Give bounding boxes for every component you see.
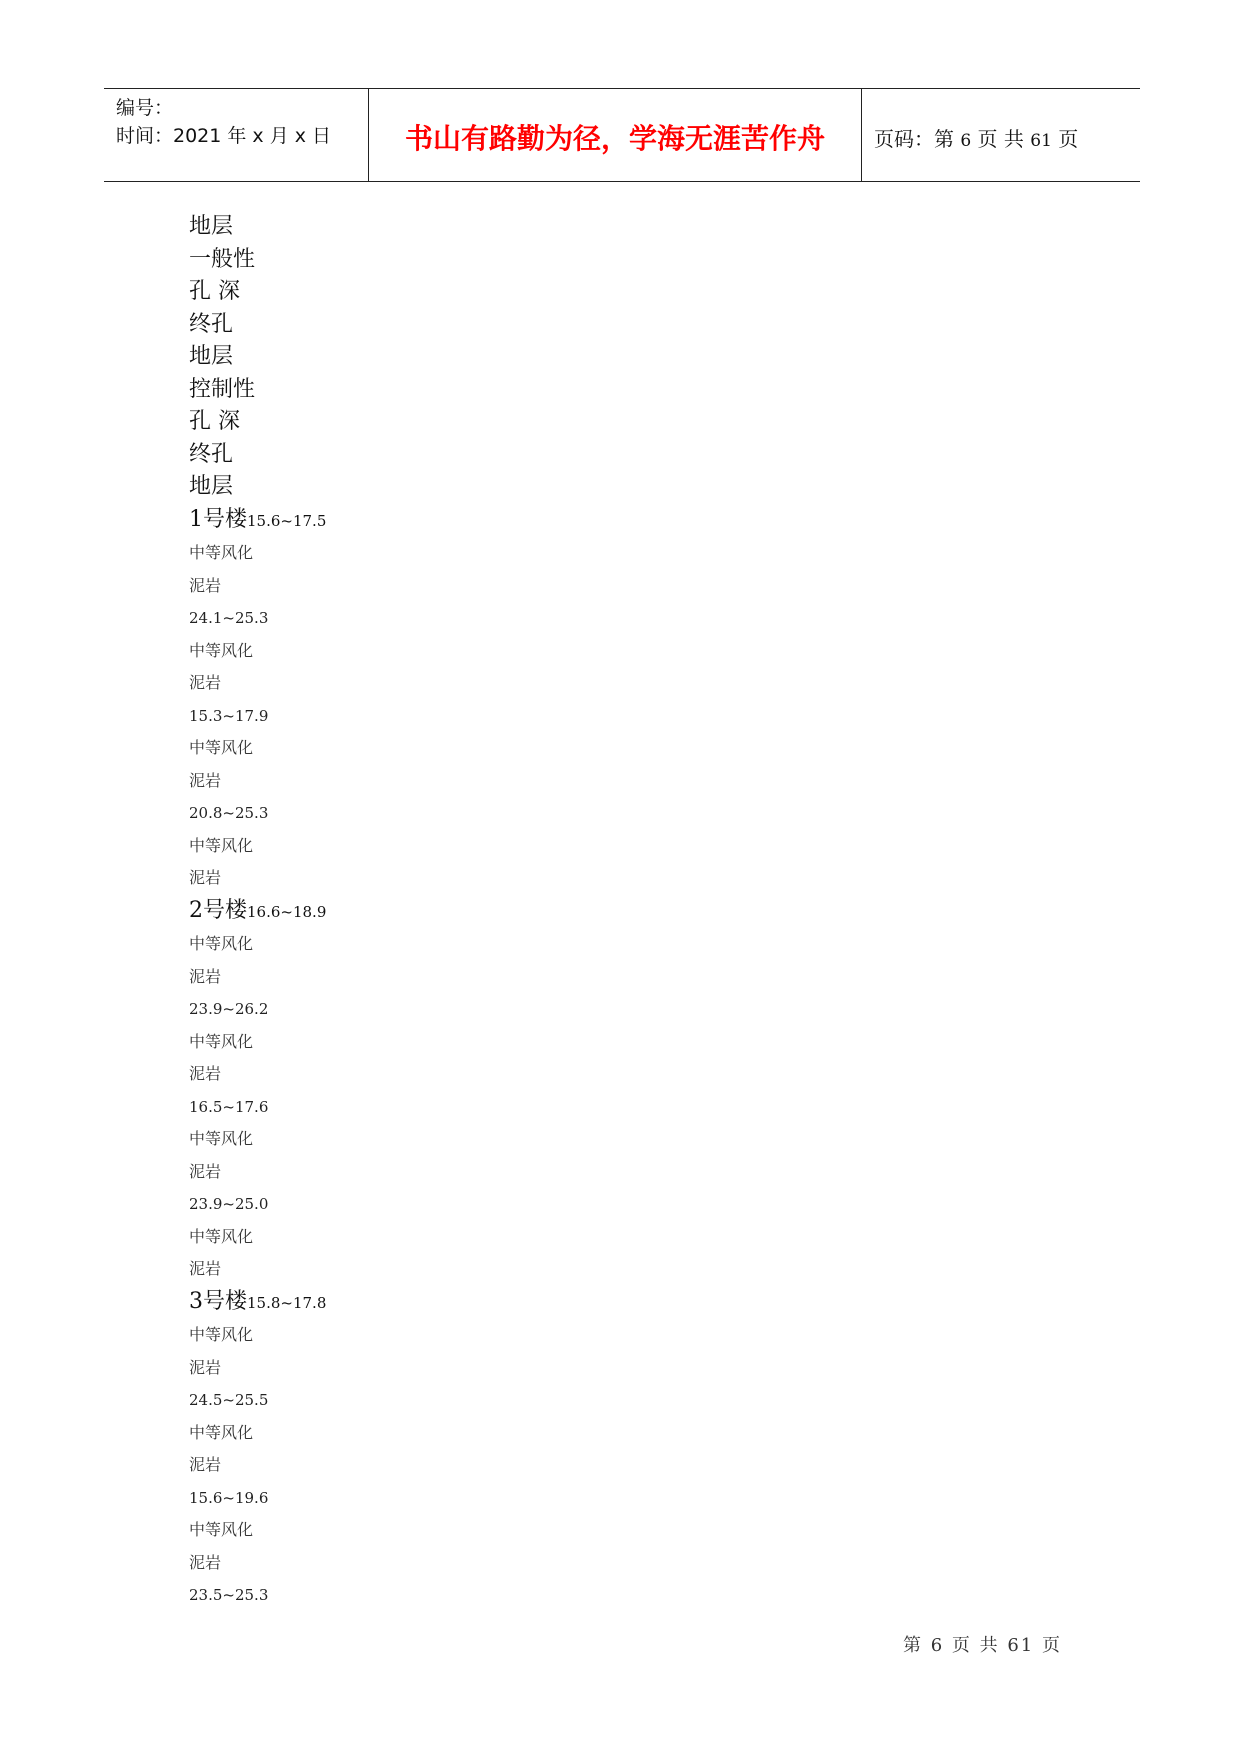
depth-range: 23.9~26.2 [189,1000,269,1018]
depth-range: 16.5~17.6 [189,1097,269,1116]
page-header [104,88,1140,182]
document-body [189,211,989,1612]
building-line [189,895,989,929]
text-line: 中等风化 [189,934,254,953]
time-label: 时间：2021 年 x 月 x 日 [116,125,332,147]
depth-range: 15.6~17.5 [247,511,327,530]
building-line [189,1286,989,1320]
text-line: 泥岩 [189,770,222,790]
depth-range: 23.9~25.0 [189,1195,269,1213]
depth-range: 20.8~25.3 [189,804,269,822]
text-line: 中等风化 [189,738,254,757]
building-label: 3号楼 [189,1288,247,1314]
text-line: 泥岩 [189,868,222,887]
text-line: 地层 [189,474,234,499]
header-meta-cell [104,89,369,181]
text-line: 中等风化 [189,640,254,660]
text-line: 中等风化 [189,835,254,855]
page-prefix: 页码：第 [874,127,954,151]
serial-label: 编号： [116,97,174,119]
depth-range: 15.6~19.6 [189,1488,269,1507]
text-line: 地层 [189,214,234,239]
page-number: 6 [960,131,972,151]
text-line: 一般性 [189,246,256,272]
text-line: 泥岩 [189,1455,222,1474]
text-line: 泥岩 [189,1064,222,1083]
text-line: 终孔 [189,441,234,467]
page-total: 61 [1030,131,1052,151]
text-line: 泥岩 [189,966,222,986]
text-line: 泥岩 [189,1259,222,1278]
depth-range: 23.5~25.3 [189,1586,269,1604]
text-line: 终孔 [189,311,234,337]
text-line: 中等风化 [189,1325,254,1344]
depth-range: 15.8~17.8 [247,1293,327,1312]
page-mid: 页 共 [977,127,1024,151]
text-line: 中等风化 [189,1520,254,1539]
text-line: 孔 深 [189,279,240,304]
text-line: 泥岩 [189,575,222,595]
text-line: 中等风化 [189,1422,254,1442]
building-label: 2号楼 [189,897,247,923]
text-line: 中等风化 [189,1031,254,1051]
text-line: 中等风化 [189,1226,254,1246]
header-page-info [874,123,1078,152]
page-footer: 第 6 页 共 61 页 [903,1635,1062,1656]
text-line: 泥岩 [189,1161,222,1181]
header-page-cell [862,89,1140,181]
page-suffix: 页 [1058,127,1079,151]
building-line [189,504,989,538]
text-line: 泥岩 [189,673,222,692]
text-line: 控制性 [189,376,256,402]
text-line: 地层 [189,344,234,369]
text-line: 中等风化 [189,543,254,562]
depth-range: 15.3~17.9 [189,706,269,725]
motto-text: 书山有路勤为径，学海无涯苦作舟 [404,122,825,155]
text-line: 泥岩 [189,1552,222,1572]
text-line: 孔 深 [189,409,240,434]
depth-range: 24.5~25.5 [189,1391,269,1409]
building-label: 1号楼 [189,506,247,532]
header-motto-cell [369,89,862,181]
text-line: 泥岩 [189,1357,222,1377]
text-line: 中等风化 [189,1129,254,1148]
depth-range: 16.6~18.9 [247,902,327,921]
depth-range: 24.1~25.3 [189,609,269,627]
